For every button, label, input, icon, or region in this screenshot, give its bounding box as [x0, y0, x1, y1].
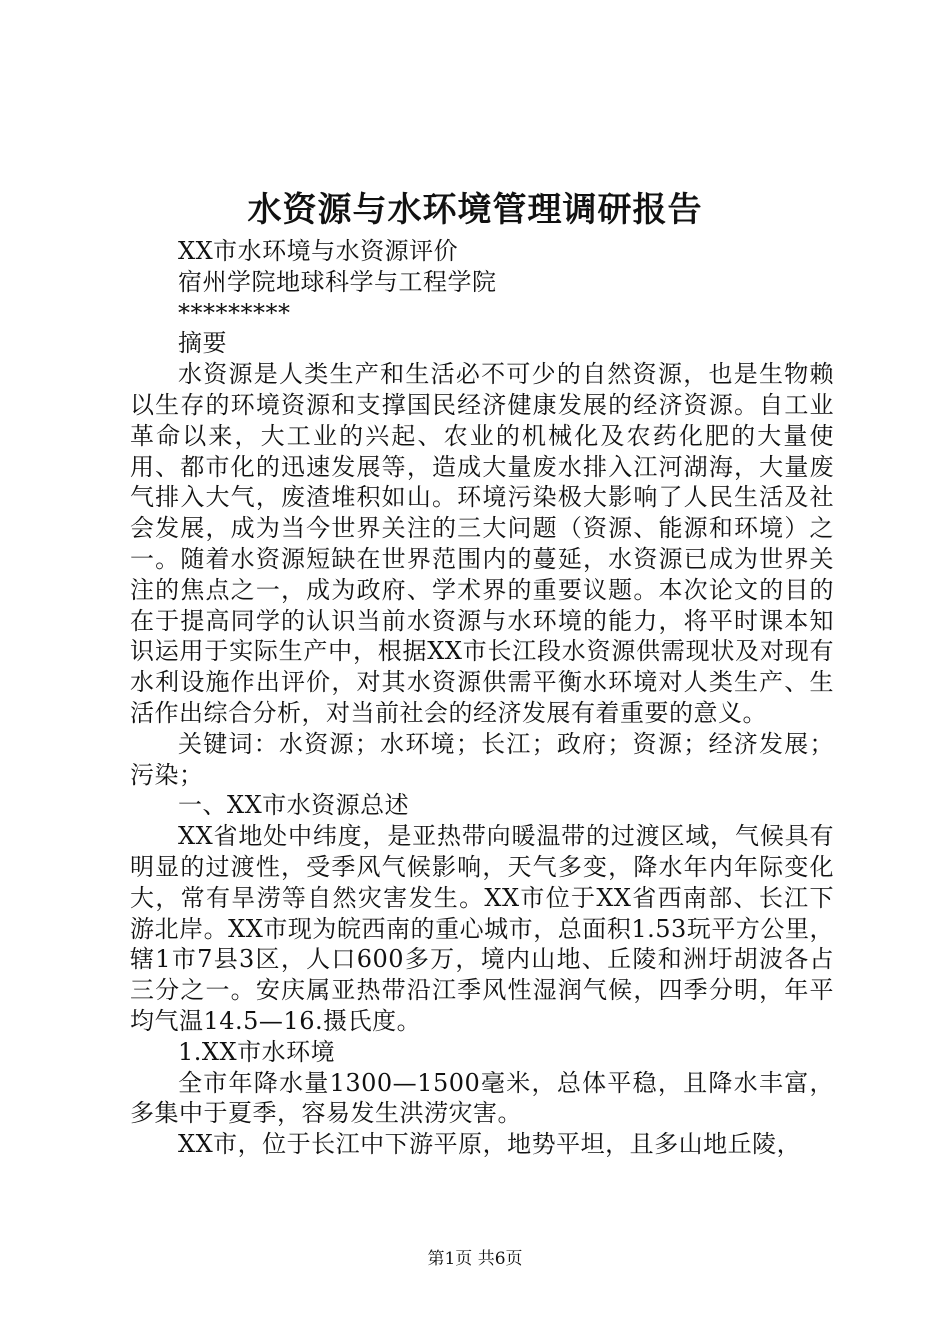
document-body: [130, 236, 834, 1160]
page-footer: 第1页 共6页: [427, 1249, 523, 1269]
author-line: *********: [178, 298, 291, 327]
abstract-paragraph: 水资源是人类生产和生活必不可少的自然资源，也是生物赖以生存的环境资源和支撑国民经济健康发展的经济资源。自工业革命以来，大工业的兴起、农业的机械化及农药化肥的大量使用、都市化的迅速发展等，造成大量废水排入江河湖海，大量废气排入大气，废渣堆积如山。环境污染极大影响了人民生活及社会发展，成为当今世界关注的三大问题（资源、能源和环境）之一。随着水资源短缺在世界范围内的蔓延，水资源已成为世界关注的焦点之一，成为政府、学术界的重要议题。本次论文的目的在于提高同学的认识当前水资源与水环境的能力，将平时课本知识运用于实际生产中，根据XX市长江段水资源供需现状及对现有水利设施作出评价，对其水资源供需平衡水环境对人类生产、生活作出综合分析，对当前社会的经济发展有着重要的意义。: [130, 360, 834, 727]
body-paragraph: XX省地处中纬度，是亚热带向暖温带的过渡区域，气候具有明显的过渡性，受季风气候影响，天气多变，降水年内年际变化大，常有旱涝等自然灾害发生。XX市位于XX省西南部、长江下游北岸。XX市现为皖西南的重心城市，总面积1.53玩平方公里，辖1市7县3区，人口600多万，境内山地、丘陵和洲圩胡波各占三分之一。安庆属亚热带沿江季风性湿润气候，四季分明，年平均气温14.5—16.摄氏度。: [130, 822, 834, 1035]
section-heading-1: 一、XX市水资源总述: [178, 791, 410, 820]
keywords-paragraph: 关键词：水资源；水环境；长江；政府；资源；经济发展；污染；: [130, 729, 834, 789]
affiliation-line: 宿州学院地球科学与工程学院: [178, 267, 497, 296]
body-paragraph: 全市年降水量1300—1500毫米，总体平稳，且降水丰富，多集中于夏季，容易发生洪涝灾害。: [130, 1068, 834, 1128]
abstract-heading: 摘要: [178, 329, 227, 358]
body-paragraph: XX市，位于长江中下游平原，地势平坦，且多山地丘陵，: [178, 1130, 802, 1159]
document-title: 水资源与水环境管理调研报告: [247, 190, 703, 230]
subtitle-line: XX市水环境与水资源评价: [178, 237, 459, 265]
subsection-heading-1: 1.XX市水环境: [178, 1037, 336, 1066]
